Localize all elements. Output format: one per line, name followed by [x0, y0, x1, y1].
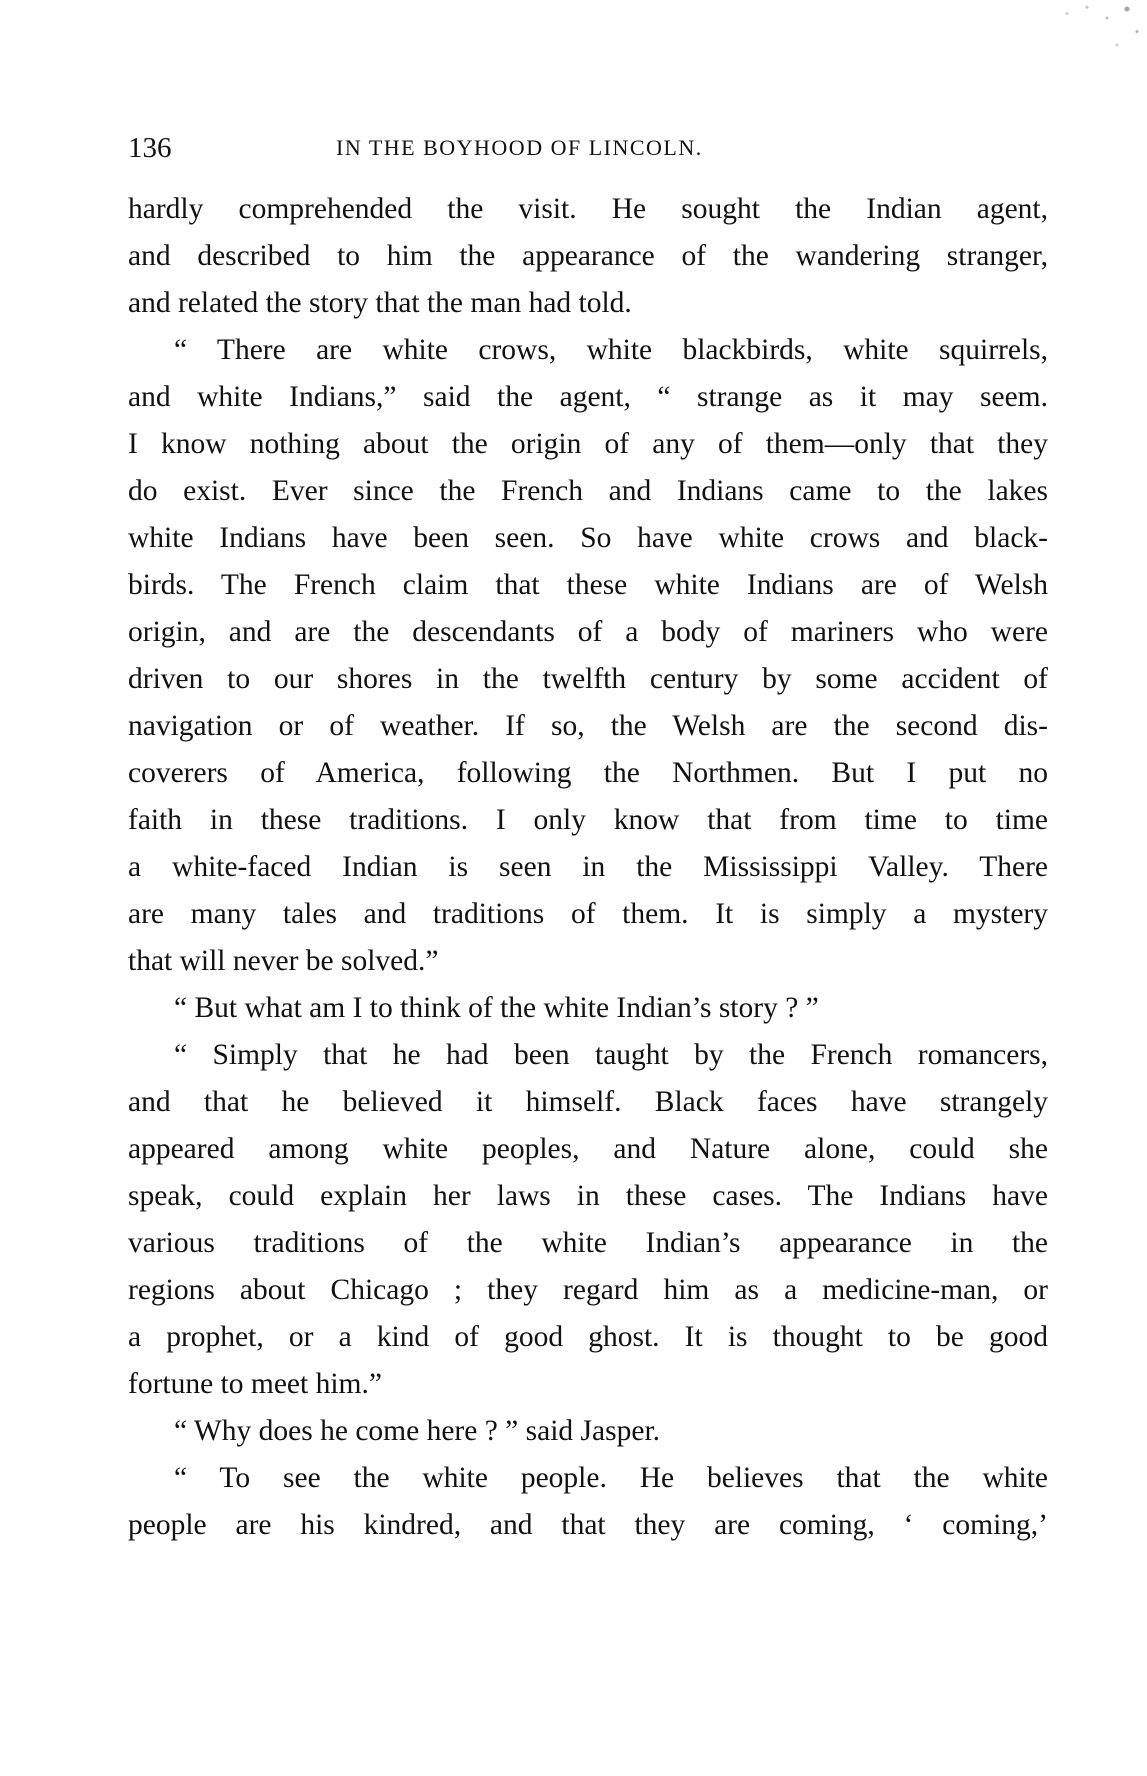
text-line: “ But what am I to think of the white Indian’s story ? ”: [174, 992, 819, 1024]
text-line: “ Simply that he had been taught by the French romancers,: [174, 1039, 1048, 1071]
text-line: birds. The French claim that these white Indians are of Welsh: [128, 569, 1048, 601]
text-line: “ There are white crows, white blackbirds, white squirrels,: [174, 334, 1048, 366]
text-line: navigation or of weather. If so, the Welsh are the second dis-: [128, 710, 1048, 742]
text-line: faith in these traditions. I only know that from time to time: [128, 804, 1048, 836]
text-line: and that he believed it himself. Black faces have strangely: [128, 1086, 1048, 1118]
body-text: [128, 186, 1048, 1549]
text-line: that will never be solved.”: [128, 945, 439, 977]
paragraph: [128, 1455, 1048, 1549]
text-line: appeared among white peoples, and Nature alone, could she: [128, 1133, 1048, 1165]
text-line: “ Why does he come here ? ” said Jasper.: [174, 1415, 661, 1447]
text-line: people are his kindred, and that they are coming, ‘ coming,’: [128, 1509, 1048, 1541]
paragraph: [128, 1032, 1048, 1408]
text-line: various traditions of the white Indian’s appearance in the: [128, 1227, 1048, 1259]
text-line: a prophet, or a kind of good ghost. It is thought to be good: [128, 1321, 1048, 1353]
paragraph: [128, 1408, 1048, 1455]
text-line: hardly comprehended the visit. He sought the Indian agent,: [128, 193, 1048, 225]
text-line: coverers of America, following the Northmen. But I put no: [128, 757, 1048, 789]
page-header: [128, 128, 1048, 168]
paragraph: [128, 186, 1048, 327]
text-line: regions about Chicago ; they regard him as a medicine-man, or: [128, 1274, 1048, 1306]
text-line: are many tales and traditions of them. It is simply a mystery: [128, 898, 1048, 930]
text-line: and white Indians,” said the agent, “ strange as it may seem.: [128, 381, 1048, 413]
text-line: speak, could explain her laws in these cases. The Indians have: [128, 1180, 1048, 1212]
paragraph: [128, 327, 1048, 985]
text-line: driven to our shores in the twelfth century by some accident of: [128, 663, 1048, 695]
text-line: a white-faced Indian is seen in the Mississippi Valley. There: [128, 851, 1048, 883]
text-line: do exist. Ever since the French and Indians came to the lakes: [128, 475, 1048, 507]
page-stain: [947, 0, 1147, 90]
text-line: white Indians have been seen. So have white crows and black-: [128, 522, 1048, 554]
paragraph: [128, 985, 1048, 1032]
running-head: IN THE BOYHOOD OF LINCOLN.: [336, 135, 703, 160]
text-line: I know nothing about the origin of any of them—only that they: [128, 428, 1048, 460]
text-line: fortune to meet him.”: [128, 1368, 382, 1400]
text-line: and described to him the appearance of the wandering stranger,: [128, 240, 1048, 272]
text-line: origin, and are the descendants of a body of mariners who were: [128, 616, 1048, 648]
text-line: “ To see the white people. He believes that the white: [174, 1462, 1048, 1494]
text-line: and related the story that the man had told.: [128, 287, 632, 319]
page-number: 136: [128, 132, 172, 164]
